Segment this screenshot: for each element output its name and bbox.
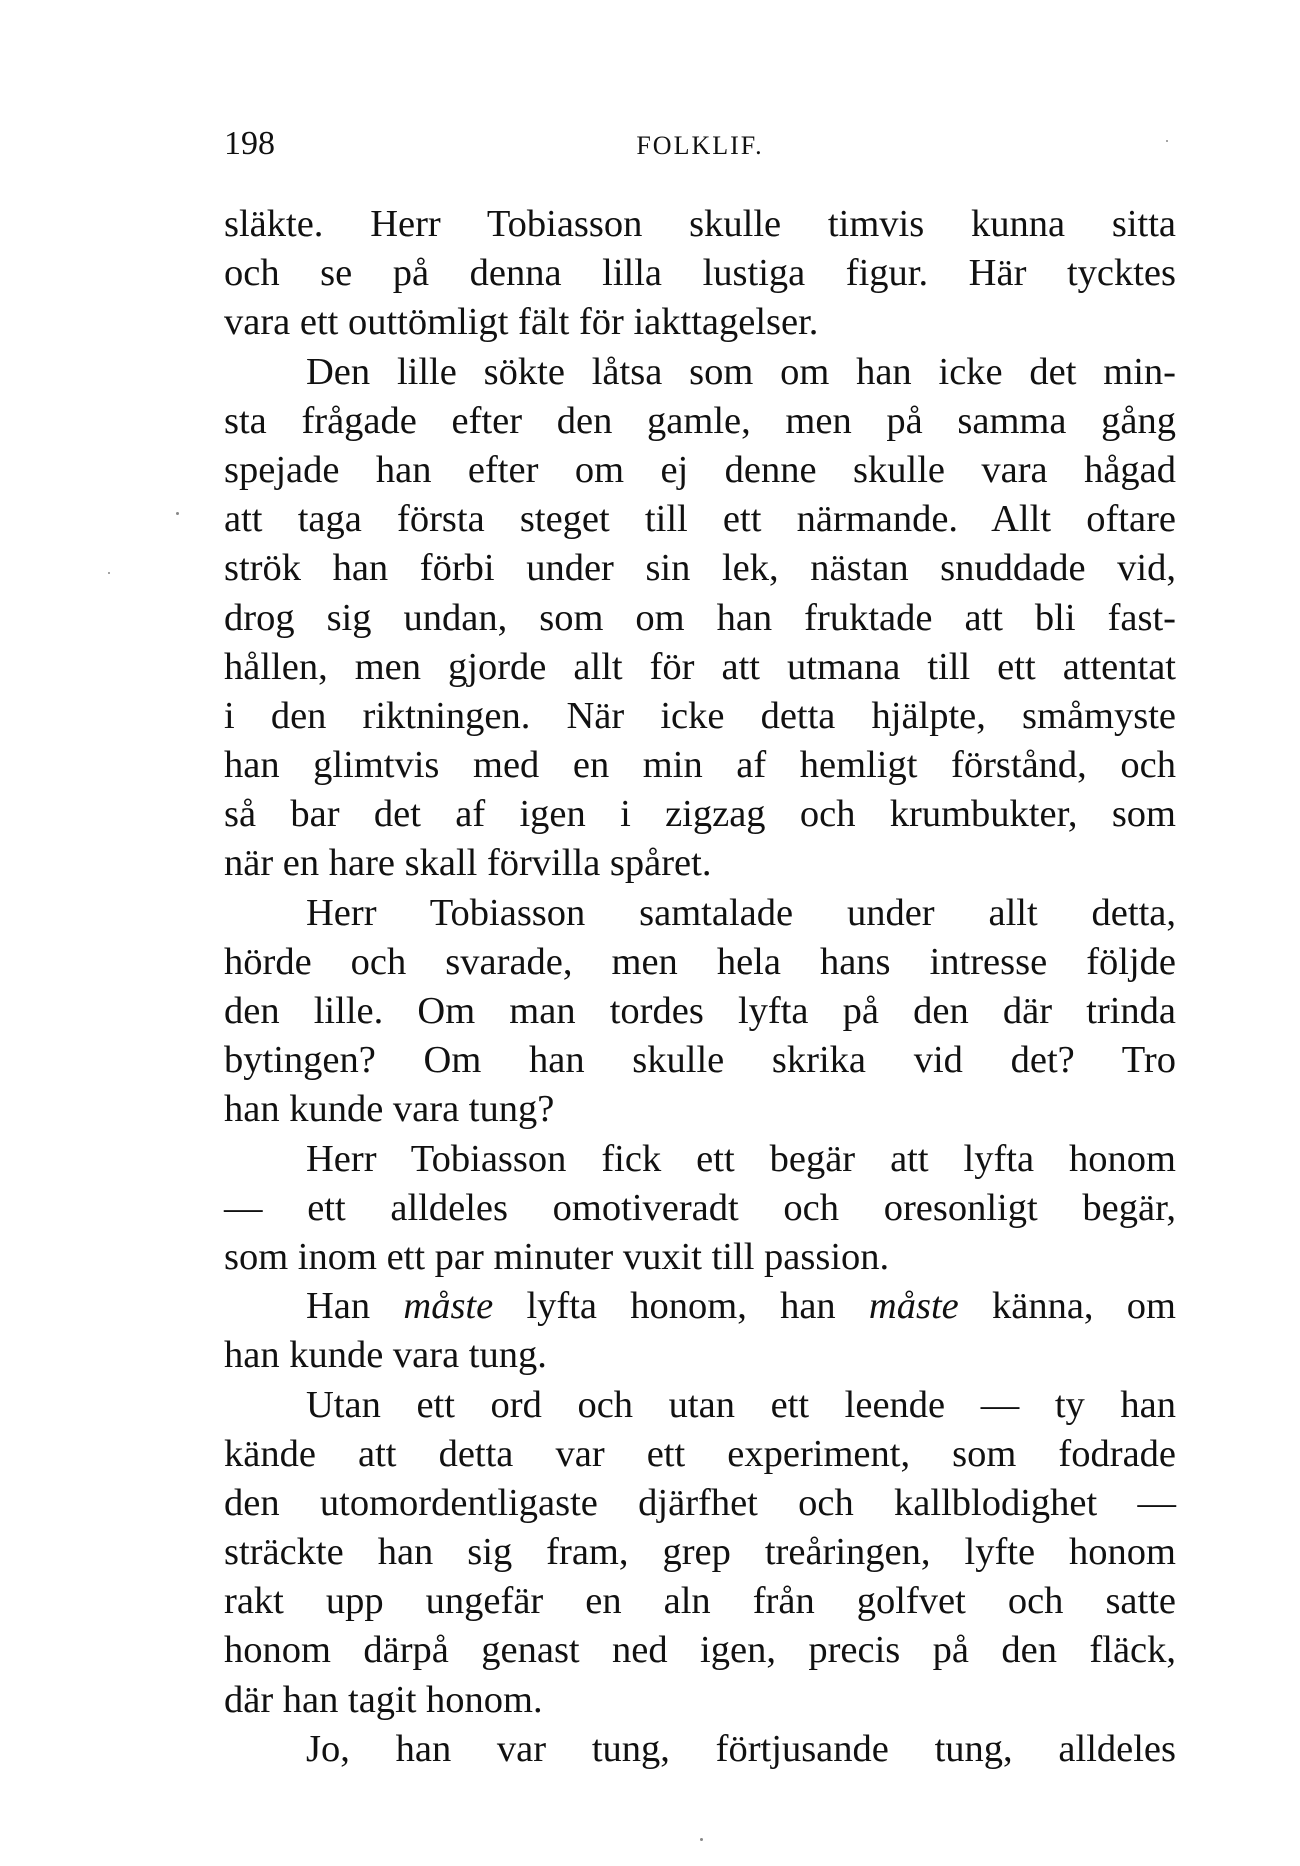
text-line: Herr Tobiasson fick ett begär att lyfta honom <box>306 1137 1176 1180</box>
text-line: släkte. Herr Tobiasson skulle timvis kunna sitta <box>224 203 1176 245</box>
emphasis-text: måste <box>403 1285 494 1328</box>
text-line: vara ett outtömligt fält för iakttagelser. <box>224 301 819 344</box>
paragraph <box>224 348 1176 889</box>
emphasis-text: måste <box>868 1285 959 1328</box>
text-line: sträckte han sig fram, grep treåringen, lyfte honom <box>224 1531 1176 1574</box>
text-line: kände att detta var ett experiment, som fodrade <box>224 1432 1176 1475</box>
body-text <box>224 200 1176 1774</box>
scan-speck <box>1166 140 1168 142</box>
text-line: han kunde vara tung? <box>224 1088 555 1131</box>
paragraph <box>224 1725 1176 1774</box>
text-line: Den lille sökte låtsa som om han icke det min- <box>306 350 1176 393</box>
text-run: känna, om <box>958 1285 1176 1328</box>
text-line: sta frågade efter den gamle, men på samma gång <box>224 399 1176 442</box>
text-line: hållen, men gjorde allt för att utmana till ett attentat <box>224 645 1176 688</box>
text-line: i den riktningen. När icke detta hjälpte, småmyste <box>224 694 1176 737</box>
text-line: rakt upp ungefär en aln från golfvet och satte <box>224 1580 1176 1623</box>
scan-speck <box>700 1838 703 1841</box>
text-line: att taga första steget till ett närmande. Allt oftare <box>224 498 1176 541</box>
text-line: han glimtvis med en min af hemligt förstånd, och <box>224 744 1176 787</box>
text-line: strök han förbi under sin lek, nästan snuddade vid, <box>224 547 1176 590</box>
running-title: FOLKLIF. <box>636 131 764 160</box>
paragraph <box>224 1381 1176 1725</box>
text-line: Jo, han var tung, förtjusande tung, alldeles <box>306 1727 1176 1770</box>
page-number: 198 <box>224 125 275 162</box>
text-line: när en hare skall förvilla spåret. <box>224 842 712 885</box>
scan-speck <box>176 512 179 515</box>
text-line: där han tagit honom. <box>224 1678 543 1721</box>
page-header <box>224 122 1176 166</box>
paragraph <box>224 200 1176 348</box>
text-line: som inom ett par minuter vuxit till passion. <box>224 1235 890 1278</box>
scan-speck <box>108 572 110 574</box>
text-line <box>224 1282 1176 1331</box>
text-line: den utomordentligaste djärfhet och kallblodighet — <box>224 1481 1176 1524</box>
text-run: lyfta honom, han <box>493 1285 869 1328</box>
text-line: honom därpå genast ned igen, precis på den fläck, <box>224 1629 1176 1672</box>
text-line: han kunde vara tung. <box>224 1334 547 1377</box>
paragraph <box>224 1135 1176 1283</box>
text-line: — ett alldeles omotiveradt och oresonligt begär, <box>224 1186 1176 1229</box>
text-line: spejade han efter om ej denne skulle vara hågad <box>224 448 1176 491</box>
paragraph <box>224 889 1176 1135</box>
text-line: Utan ett ord och utan ett leende — ty han <box>306 1383 1176 1426</box>
text-line: hörde och svarade, men hela hans intresse följde <box>224 940 1176 983</box>
text-line: och se på denna lilla lustiga figur. Här tycktes <box>224 252 1176 295</box>
text-line: Herr Tobiasson samtalade under allt detta, <box>306 891 1176 934</box>
text-line: bytingen? Om han skulle skrika vid det? Tro <box>224 1039 1176 1082</box>
text-line: så bar det af igen i zigzag och krumbukter, som <box>224 793 1176 836</box>
paragraph <box>224 1282 1176 1380</box>
text-run: Han <box>306 1285 404 1328</box>
text-line: drog sig undan, som om han fruktade att bli fast- <box>224 596 1176 639</box>
text-line: den lille. Om man tordes lyfta på den där trinda <box>224 990 1176 1032</box>
